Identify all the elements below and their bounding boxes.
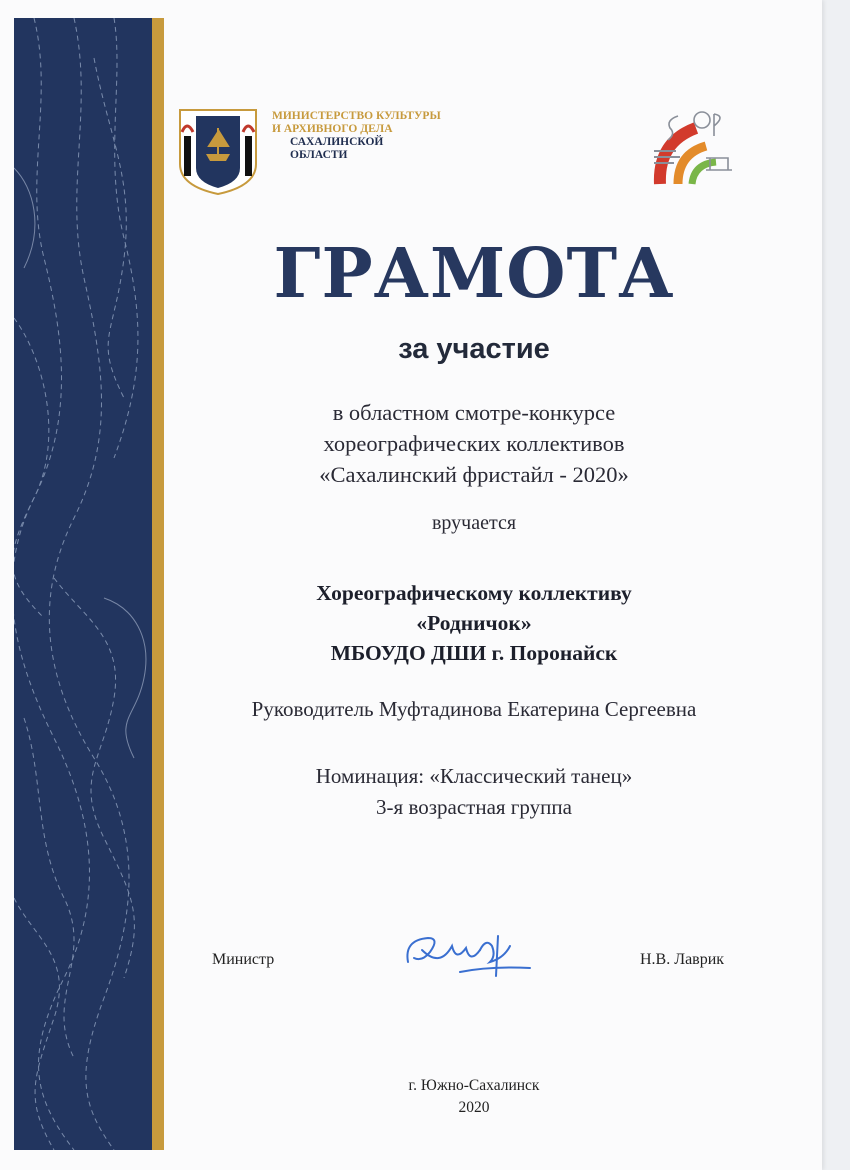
- ministry-line-1: МИНИСТЕРСТВО КУЛЬТУРЫ: [272, 110, 441, 122]
- certificate-title: ГРАМОТА: [273, 234, 675, 314]
- ministry-line-2: И АРХИВНОГО ДЕЛА: [272, 123, 393, 135]
- gold-stripe: [152, 18, 164, 1150]
- decorative-map-band: [14, 18, 152, 1150]
- contest-description: [164, 397, 784, 490]
- footer-place: [164, 1075, 784, 1119]
- nomination-line-2: 3-я возрастная группа: [376, 795, 572, 819]
- nomination-line-1: Номинация: «Классический танец»: [315, 764, 633, 788]
- recipient-block: [164, 578, 784, 668]
- sord-logo-icon: [648, 106, 738, 192]
- contour-lines-decoration: [14, 18, 152, 1150]
- recipient-line-2: «Родничок»: [416, 611, 532, 635]
- leader-text: Руководитель Муфтадинова Екатерина Сергеевна: [251, 697, 697, 721]
- handed-text: вручается: [431, 512, 517, 534]
- ministry-heading: [272, 110, 472, 162]
- footer-year: 2020: [458, 1099, 490, 1116]
- ministry-line-3: САХАЛИНСКОЙ: [290, 136, 384, 148]
- footer-city: г. Южно-Сахалинск: [408, 1077, 540, 1094]
- sakhalin-coat-of-arms-icon: [176, 106, 260, 196]
- nomination-block: [164, 761, 784, 823]
- subtitle: за участие: [398, 333, 550, 365]
- contest-line-2: хореографических коллективов: [323, 431, 625, 456]
- recipient-line-1: Хореографическому коллективу: [316, 581, 632, 605]
- recipient-line-3: МБОУДО ДШИ г. Поронайск: [330, 641, 618, 665]
- signature-icon: [400, 928, 534, 984]
- minister-position: Министр: [212, 951, 275, 968]
- minister-name: Н.В. Лаврик: [640, 951, 725, 968]
- contest-line-1: в областном смотре-конкурсе: [332, 400, 616, 425]
- contest-line-3: «Сахалинский фристайл - 2020»: [319, 462, 629, 487]
- ministry-line-4: ОБЛАСТИ: [290, 149, 348, 161]
